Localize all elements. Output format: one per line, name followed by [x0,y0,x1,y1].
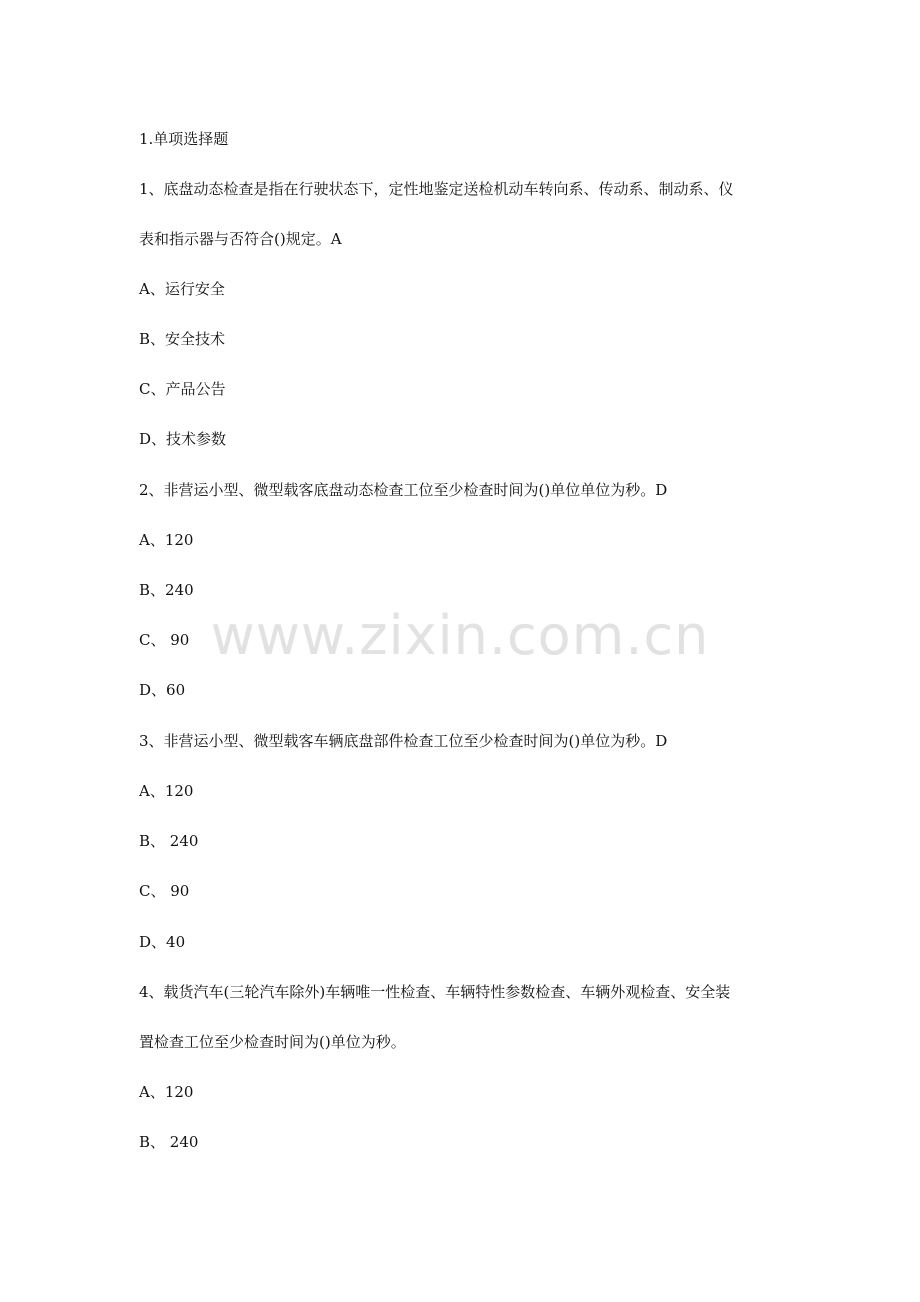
section-title: 1.单项选择题 [139,130,229,148]
question-1-option-b: B、安全技术 [139,330,226,348]
question-4-text: 4、载货汽车(三轮汽车除外)车辆唯一性检查、车辆特性参数检查、车辆外观检查、安全装 [139,983,731,1001]
question-3-option-a: A、120 [139,782,194,800]
question-3-option-b: B、 240 [139,832,199,850]
question-4-option-b: B、 240 [139,1133,199,1151]
question-2-option-b: B、240 [139,581,194,599]
question-4-option-a: A、120 [139,1083,194,1101]
question-3-text: 3、非营运小型、微型载客车辆底盘部件检查工位至少检查时间为()单位为秒。D [139,732,668,750]
question-1-option-a: A、运行安全 [139,280,225,298]
question-2-option-a: A、120 [139,531,194,549]
question-3-option-d: D、40 [139,933,186,951]
question-2-text: 2、非营运小型、微型载客底盘动态检查工位至少检查时间为()单位单位为秒。D [139,481,668,499]
question-3-option-c: C、 90 [139,882,190,900]
question-1-option-d: D、技术参数 [139,430,227,448]
question-2-option-c: C、 90 [139,631,190,649]
question-1-text-continued: 表和指示器与否符合()规定。A [139,230,342,248]
question-2-option-d: D、60 [139,681,186,699]
question-1-option-c: C、产品公告 [139,380,226,398]
question-4-text-continued: 置检查工位至少检查时间为()单位为秒。 [139,1033,406,1051]
watermark: www.zixin.com.cn [210,604,710,667]
question-1-text: 1、底盘动态检查是指在行驶状态下，定性地鉴定送检机动车转向系、传动系、制动系、仪 [139,180,734,198]
